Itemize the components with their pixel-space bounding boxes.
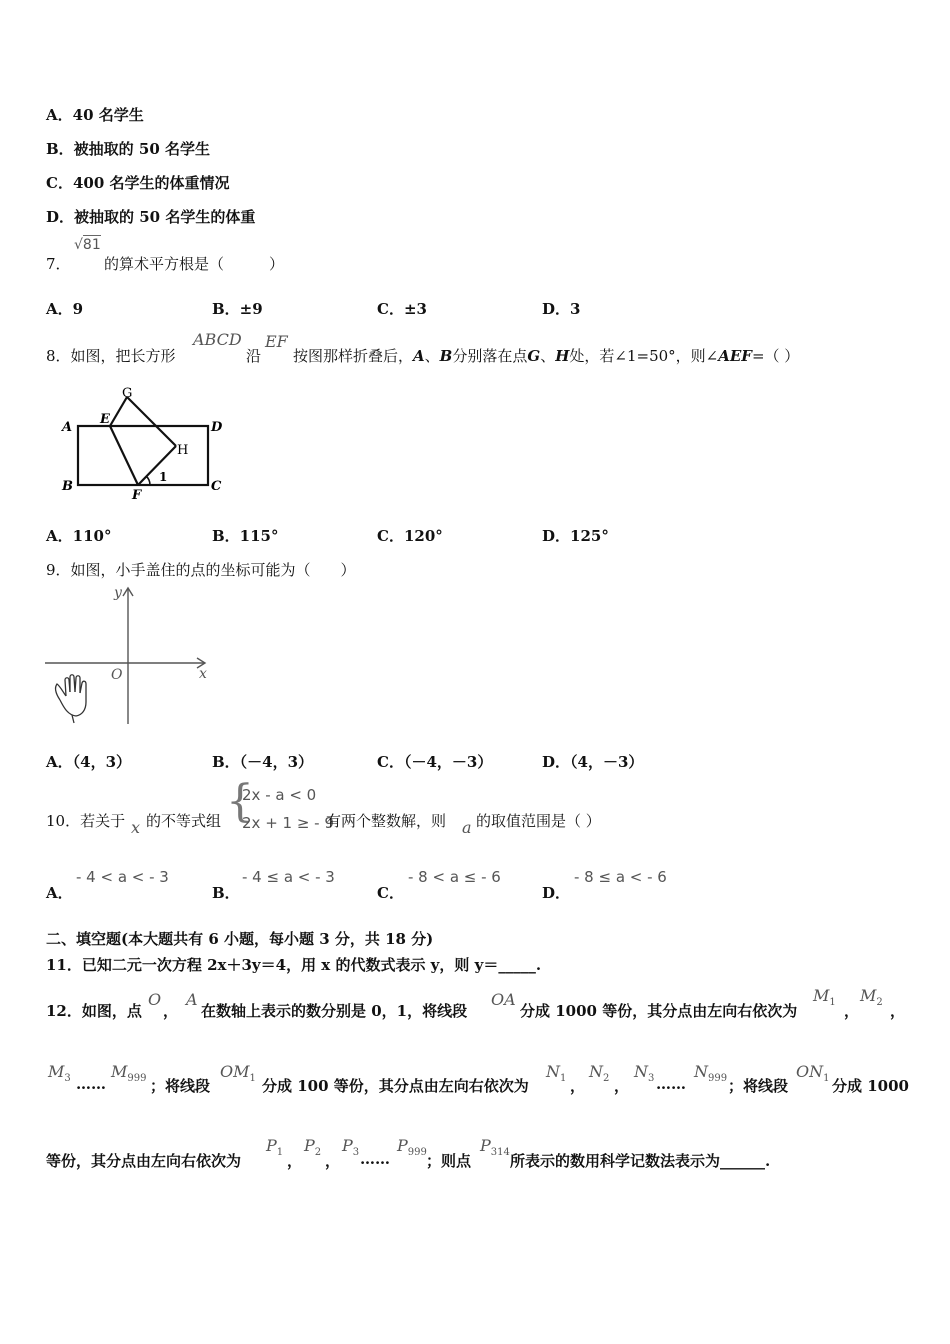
q8-line-gh (127, 397, 176, 446)
q8-label-angle: 1 (159, 470, 168, 484)
q10-option-b-expr: - 4 ≤ a < - 3 (242, 868, 335, 886)
q9-option-a: A．（4，3） (46, 753, 132, 771)
q8-option-b: B．115° (212, 527, 279, 545)
sqrt-icon: √ (74, 237, 83, 253)
q12-comma1: ， (163, 1002, 179, 1020)
q12-m3-letter: M (48, 1062, 65, 1081)
q9-option-d: D．（4，－3） (542, 753, 644, 771)
q8-label-h: H (177, 443, 189, 458)
q12-ellipsis-p: …… (360, 1150, 390, 1168)
q12-line1-b: 在数轴上表示的数分别是 0，1，将线段 (201, 1002, 468, 1020)
q10-option-d-expr: - 8 ≤ a < - 6 (574, 868, 667, 886)
q7-option-c: C．±3 (377, 300, 427, 318)
q7-sqrt (74, 237, 101, 253)
q7-number: 7． (46, 255, 71, 273)
q12-n3-letter: N (634, 1062, 648, 1081)
q8-line-name: EF (265, 332, 288, 351)
q10-text2: 有两个整数解，则 (326, 812, 447, 830)
q12-m2 (860, 986, 883, 1008)
q8-label-d: D (211, 420, 223, 435)
q12-line1-c: 分成 1000 等份，其分点由左向右依次为 (520, 1002, 798, 1020)
q7-option-b: B．±9 (212, 300, 263, 318)
q8-text-mid: 分别落在点 (452, 347, 528, 365)
q6-option-a: A．40 名学生 (46, 106, 144, 124)
q12-m3-sub: 3 (64, 1073, 71, 1084)
q9-figure (42, 582, 217, 730)
q8-angle-arc (146, 476, 150, 485)
q6-option-b: B．被抽取的 50 名学生 (46, 140, 210, 158)
left-brace-icon: { (226, 776, 254, 827)
q8-label-e: E (100, 412, 110, 427)
q8-line-eg (110, 397, 127, 426)
q10-inequality-1: 2x - a < 0 (242, 786, 317, 804)
q12-n1-sub: 1 (560, 1073, 567, 1084)
q7-radicand: 81 (82, 237, 101, 253)
q8-angle-aef: AEF (718, 347, 752, 365)
q10-option-c-label: C． (377, 884, 404, 902)
q9-option-b: B．（－4，3） (212, 753, 314, 771)
q12-p3-letter: P (342, 1136, 353, 1155)
q12-m999 (111, 1062, 146, 1084)
q12-line2-c: ；将线段 (728, 1077, 789, 1095)
q8-option-d: D．125° (542, 527, 609, 545)
q8-rect-name: ABCD (193, 330, 242, 349)
q8-sep1: 、 (424, 347, 440, 365)
q12-on1-sub: 1 (823, 1073, 830, 1084)
q8-line-hf (138, 446, 176, 485)
q12-point-a: A (186, 990, 198, 1009)
q9-option-c: C．（－4，－3） (377, 753, 493, 771)
q12-point-o: O (148, 990, 162, 1009)
q12-line3-c: 所表示的数用科学记数法表示为______. (510, 1152, 771, 1170)
q12-p1-sub: 1 (276, 1147, 284, 1158)
q12-n2-letter: N (589, 1062, 603, 1081)
q12-m3 (48, 1062, 71, 1084)
q10-inequality-2: 2x + 1 ≥ - 9 (242, 814, 334, 832)
q8-along: 沿 (246, 347, 262, 365)
q10-text3: 的取值范围是（ ） (476, 812, 601, 830)
q12-p2-letter: P (304, 1136, 315, 1155)
q12-comma-m2: ， (890, 1002, 906, 1020)
q12-comma-n1: ， (570, 1077, 586, 1095)
q12-n2-sub: 2 (603, 1073, 610, 1084)
q8-option-a: A．110° (46, 527, 112, 545)
q8-text-pre: 按图那样折叠后， (293, 347, 414, 365)
q12-m1-sub: 1 (829, 997, 836, 1008)
q12-comma-n2: ， (614, 1077, 630, 1095)
q12-m2-letter: M (860, 986, 877, 1005)
q12-p1-letter: P (266, 1136, 277, 1155)
q12-comma-m1: ， (844, 1002, 860, 1020)
q12-p3 (342, 1136, 359, 1158)
q12-segment-om1 (220, 1062, 256, 1084)
q11-text: 11．已知二元一次方程 2x＋3y＝4，用 x 的代数式表示 y，则 y＝_____. (46, 956, 542, 974)
q12-p999 (397, 1136, 427, 1158)
q12-on1-letters: ON (796, 1062, 824, 1081)
q8-line-ef (110, 426, 138, 485)
q8-label-f: F (132, 488, 142, 503)
q10-var-a: a (462, 818, 472, 837)
q8-figure (58, 385, 233, 505)
q8-sep2: 、 (540, 347, 556, 365)
q12-m2-sub: 2 (876, 997, 883, 1008)
section-2-title: 二、填空题(本大题共有 6 小题，每小题 3 分，共 18 分) (46, 930, 434, 948)
x-axis-label: x (199, 666, 207, 682)
q12-n1-letter: N (546, 1062, 560, 1081)
q12-ellipsis-n: …… (656, 1075, 686, 1093)
q7-option-a: A．9 (46, 300, 84, 318)
q12-segment-on1 (796, 1062, 830, 1084)
y-axis-label: y (114, 585, 122, 601)
q12-p314-sub: 314 (490, 1147, 510, 1158)
q8-label-g: G (122, 386, 133, 401)
q7-text: 的算术平方根是（ ） (104, 255, 285, 273)
q12-n1 (546, 1062, 566, 1084)
q10-number: 10．若关于 (46, 812, 126, 830)
q9-text: 9．如图，小手盖住的点的坐标可能为（ ） (46, 561, 356, 579)
q12-m999-letter: M (111, 1062, 128, 1081)
q10-option-b-label: B． (212, 884, 240, 902)
q6-option-d: D．被抽取的 50 名学生的体重 (46, 208, 256, 226)
q8-point-g: G (527, 347, 541, 365)
q8-label-b: B (62, 479, 73, 494)
q8-number: 8．如图，把长方形 (46, 347, 176, 365)
q10-option-a-label: A． (46, 884, 73, 902)
q12-line3-b: ；则点 (426, 1152, 472, 1170)
q12-p2-sub: 2 (314, 1147, 322, 1158)
q12-ellipsis-m: …… (76, 1075, 106, 1093)
q8-label-a: A (62, 420, 73, 435)
q8-point-b: B (439, 347, 453, 365)
q12-p314-letter: P (480, 1136, 491, 1155)
q8-point-h: H (555, 347, 570, 365)
q12-p3-sub: 3 (352, 1147, 360, 1158)
q12-m1-letter: M (813, 986, 830, 1005)
q10-option-a-expr: - 4 < a < - 3 (76, 868, 169, 886)
hand-icon (56, 675, 86, 723)
q8-rectangle (78, 426, 208, 485)
q12-n3 (634, 1062, 654, 1084)
q12-n999 (694, 1062, 727, 1084)
q7-option-d: D．3 (542, 300, 581, 318)
q10-option-c-expr: - 8 < a ≤ - 6 (408, 868, 501, 886)
q12-n999-letter: N (694, 1062, 708, 1081)
q12-n3-sub: 3 (648, 1073, 655, 1084)
q12-p1 (266, 1136, 283, 1158)
q12-om1-sub: 1 (249, 1073, 256, 1084)
q8-label-c: C (211, 479, 222, 494)
q12-line3-a: 等份，其分点由左向右依次为 (46, 1152, 242, 1170)
q12-n999-sub: 999 (708, 1073, 728, 1084)
q12-p999-letter: P (397, 1136, 408, 1155)
q8-text-end: =（ ） (751, 347, 800, 365)
q12-line2-d: 分成 1000 (832, 1077, 909, 1095)
q10-var-x: x (131, 818, 141, 837)
q12-n2 (589, 1062, 609, 1084)
origin-label: O (111, 667, 123, 683)
q12-m999-sub: 999 (127, 1073, 147, 1084)
q12-p999-sub: 999 (407, 1147, 427, 1158)
q12-om1-letters: OM (220, 1062, 250, 1081)
q8-point-a: A (413, 347, 425, 365)
q10-option-d-label: D． (542, 884, 571, 902)
q8-option-c: C．120° (377, 527, 443, 545)
q6-option-c: C．400 名学生的体重情况 (46, 174, 230, 192)
q8-text-line (293, 345, 799, 366)
q12-comma-p1: ， (287, 1152, 303, 1170)
q12-line2-a: ；将线段 (150, 1077, 211, 1095)
q12-p2 (304, 1136, 321, 1158)
q12-p314 (480, 1136, 510, 1158)
q12-segment-oa: OA (491, 990, 516, 1009)
q12-line1-a: 12．如图，点 (46, 1002, 142, 1020)
q8-text-post: 处，若∠1=50°，则∠ (569, 347, 719, 365)
q12-m1 (813, 986, 836, 1008)
q12-line2-b: 分成 100 等份，其分点由左向右依次为 (262, 1077, 529, 1095)
q10-text1: 的不等式组 (146, 812, 222, 830)
q12-comma-p2: ， (325, 1152, 341, 1170)
